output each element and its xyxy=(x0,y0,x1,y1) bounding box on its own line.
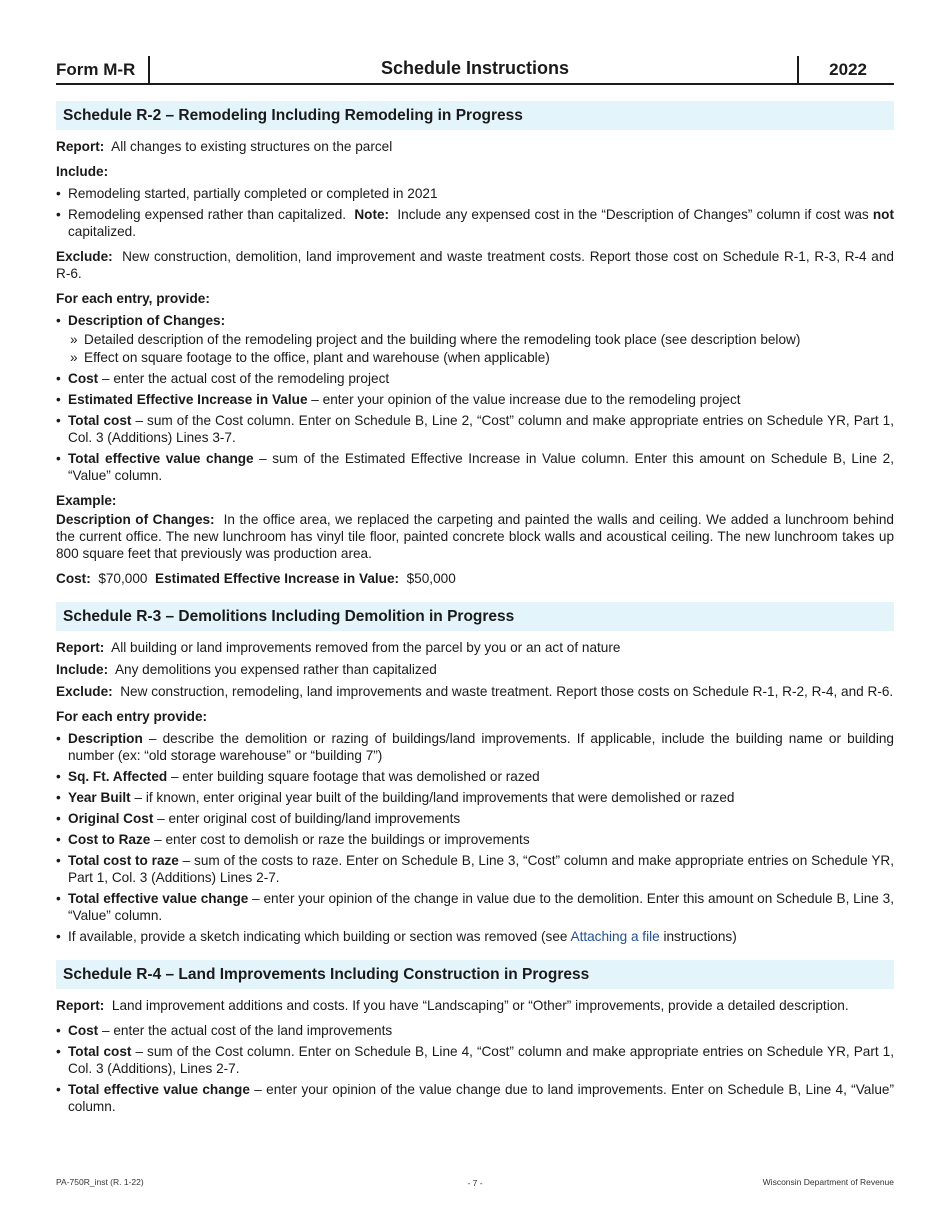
r2-include-list xyxy=(56,185,894,240)
r3-include: Include: Any demolitions you expensed rather than capitalized xyxy=(56,662,437,677)
list-item: • Original Cost – enter original cost of building/land improvements xyxy=(56,810,894,827)
list-item: • Total effective value change – sum of the Estimated Effective Increase in Value column. Enter this amount on Schedule B, Line 2, “Value” column. xyxy=(56,450,894,484)
r2-example-desc: Description of Changes: In the office area, we replaced the carpeting and painted the walls and ceiling. We added a lunchroom behind the current office. The new lunchroom has vinyl tile floor, painted concrete block walls and acoustical ceiling. The new lunchroom takes up 800 square feet that previously was production area. xyxy=(56,512,894,561)
r3-entry-list xyxy=(56,730,894,945)
form-name: Form M-R xyxy=(56,60,136,79)
list-item: • Total cost – sum of the Cost column. Enter on Schedule B, Line 4, “Cost” column and make appropriate entries on Schedule YR, Part 1, Col. 3 (Additions), Lines 2-7. xyxy=(56,1043,894,1077)
list-item: • Sq. Ft. Affected – enter building square footage that was demolished or razed xyxy=(56,768,894,785)
r3-exclude: Exclude: New construction, remodeling, land improvements and waste treatment. Report those costs on Schedule R-1, R-2, R-4, and R-6. xyxy=(56,684,894,699)
r2-exclude: Exclude: New construction, demolition, land improvement and waste treatment costs. Report those cost on Schedule R-1, R-3, R-4 and R-6. xyxy=(56,249,894,281)
attaching-a-file-link[interactable]: Attaching a file xyxy=(570,929,660,944)
r4-report: Report: Land improvement additions and costs. If you have “Landscaping” or “Other” improvements, provide a detailed description. xyxy=(56,998,849,1013)
section-heading-r3: Schedule R-3 – Demolitions Including Demolition in Progress xyxy=(56,602,894,631)
section-heading-r4: Schedule R-4 – Land Improvements Including Construction in Progress xyxy=(56,960,894,989)
list-item: • Estimated Effective Increase in Value – enter your opinion of the value increase due to the remodeling project xyxy=(56,391,894,408)
list-item: • If available, provide a sketch indicating which building or section was removed (see Attaching a file instructions) xyxy=(56,928,894,945)
r2-each-label: For each entry, provide: xyxy=(56,291,210,306)
list-item: • Description – describe the demolition or razing of buildings/land improvements. If applicable, include the building name or building number (ex: “old storage warehouse” or “building 7”) xyxy=(56,730,894,764)
r2-report: Report: All changes to existing structures on the parcel xyxy=(56,139,393,154)
r2-include-label: Include: xyxy=(56,164,109,179)
list-item: • Cost – enter the actual cost of the remodeling project xyxy=(56,370,894,387)
r3-report: Report: All building or land improvements removed from the parcel by you or an act of nature xyxy=(56,640,621,655)
r3-each-label: For each entry provide: xyxy=(56,709,208,724)
list-item: • Total effective value change – enter your opinion of the value change due to land improvements. Enter on Schedule B, Line 4, “Value” column. xyxy=(56,1081,894,1115)
section-heading-r2: Schedule R-2 – Remodeling Including Remodeling in Progress xyxy=(56,101,894,130)
page-title: Schedule Instructions xyxy=(380,58,570,78)
list-item: • Cost – enter the actual cost of the land improvements xyxy=(56,1022,894,1039)
r4-entry-list xyxy=(56,1022,894,1115)
list-item: • Total cost to raze – sum of the costs to raze. Enter on Schedule B, Line 3, “Cost” column and make appropriate entries on Schedule YR, Part 1, Col. 3 (Additions) Lines 2-7. xyxy=(56,852,894,886)
form-code: PA-750R_inst (R. 1-22) xyxy=(56,1177,144,1187)
list-item: • Remodeling expensed rather than capitalized. Note: Include any expensed cost in the “Description of Changes” column if cost was not capitalized. xyxy=(56,206,894,240)
list-item: • Cost to Raze – enter cost to demolish or raze the buildings or improvements xyxy=(56,831,894,848)
page-number: - 7 - xyxy=(467,1178,483,1188)
r2-example-cost: Cost: $70,000 Estimated Effective Increase in Value: $50,000 xyxy=(56,571,456,586)
r2-entry-list xyxy=(56,312,894,484)
page-header xyxy=(56,56,894,85)
sub-item: » Effect on square footage to the office, plant and warehouse (when applicable) xyxy=(68,349,894,366)
list-item: • Remodeling started, partially completed or completed in 2021 xyxy=(56,185,894,202)
department-name: Wisconsin Department of Revenue xyxy=(762,1177,894,1187)
list-item: • Total effective value change – enter your opinion of the change in value due to the demolition. Enter this amount on Schedule B, Line 3, “Value” column. xyxy=(56,890,894,924)
list-item: • Total cost – sum of the Cost column. Enter on Schedule B, Line 2, “Cost” column and make appropriate entries on Schedule YR, Part 1, Col. 3 (Additions) Lines 3-7. xyxy=(56,412,894,446)
page xyxy=(56,56,894,1119)
form-year: 2022 xyxy=(829,60,867,79)
list-item: • Description of Changes: » Detailed description of the remodeling project and the building where the remodeling took place (see description below) » Effect on square footage to the office, plant and warehouse (when applicable) xyxy=(56,312,894,366)
header-divider xyxy=(797,56,799,83)
sub-item: » Detailed description of the remodeling project and the building where the remodeling took place (see description below) xyxy=(68,331,894,348)
list-item: • Year Built – if known, enter original year built of the building/land improvements that were demolished or razed xyxy=(56,789,894,806)
r2-example-label: Example: xyxy=(56,493,117,508)
